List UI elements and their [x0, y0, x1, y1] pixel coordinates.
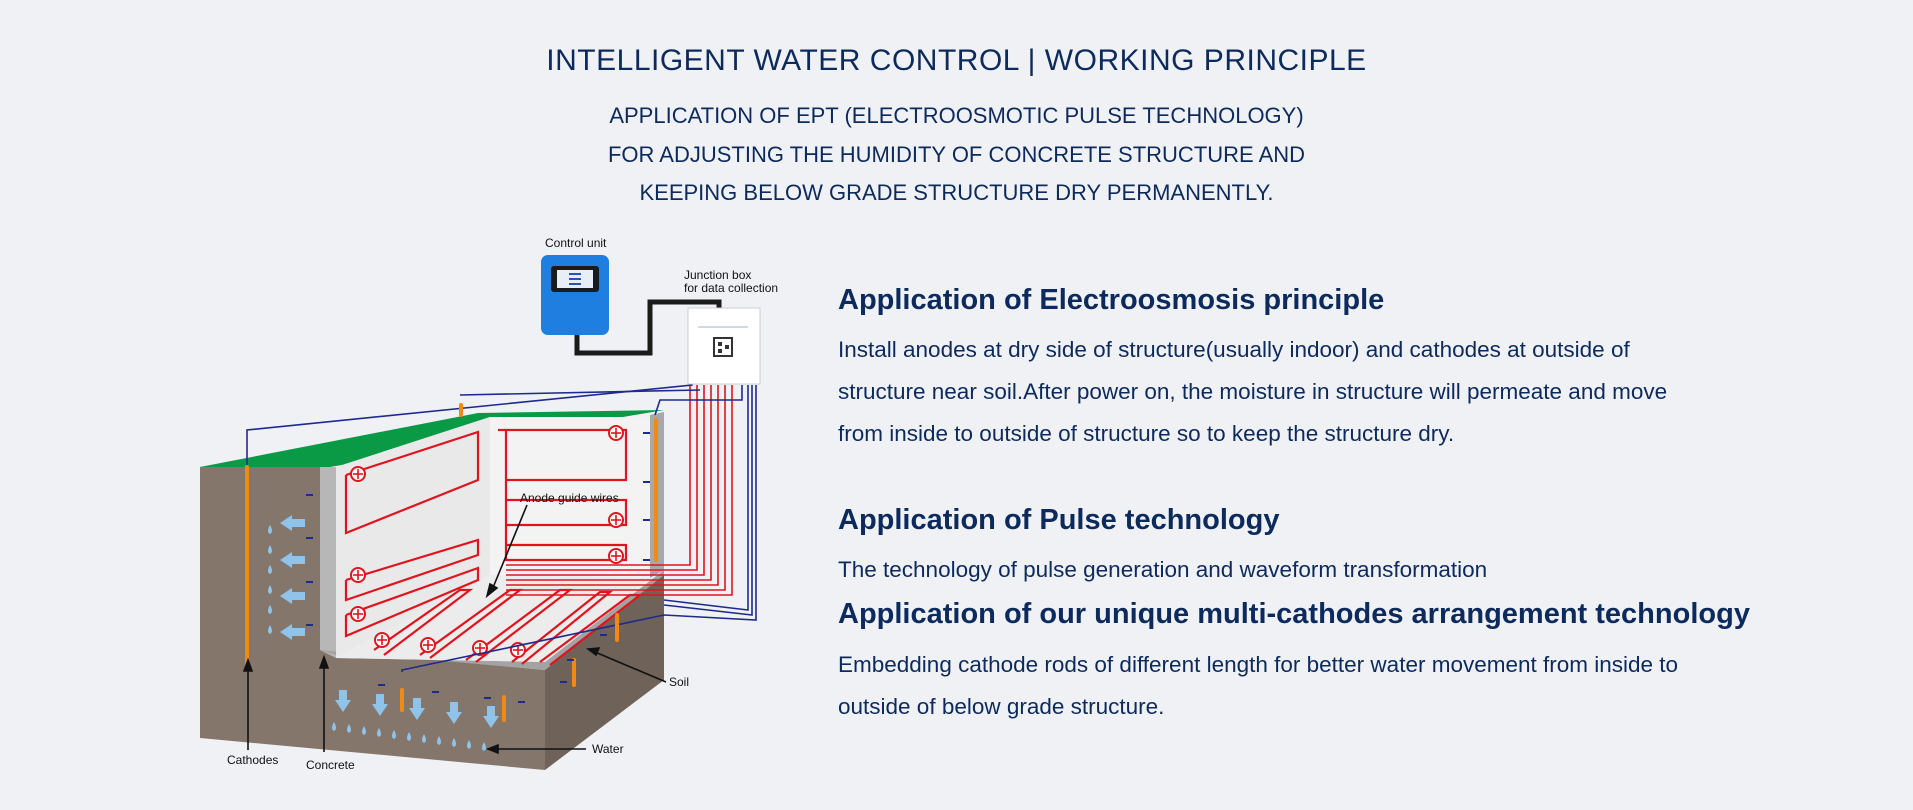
label-soil: Soil [669, 675, 690, 689]
label-anode-guide-wires: Anode guide wires [520, 491, 619, 505]
label-control-unit: Control unit [545, 236, 607, 250]
page-title: INTELLIGENT WATER CONTROL | WORKING PRINCIPLE [546, 44, 1367, 77]
subtitle-line-1: APPLICATION OF EPT (ELECTROOSMOTIC PULSE TECHNOLOGY) [609, 103, 1304, 128]
label-cathodes: Cathodes [227, 753, 279, 767]
control-unit-device [541, 255, 609, 335]
label-concrete: Concrete [306, 758, 355, 772]
ept-diagram [180, 225, 800, 785]
section-heading-electroosmosis: Application of Electroosmosis principle [838, 284, 1385, 316]
section-body-electroosmosis: Install anodes at dry side of structure(usually indoor) and cathodes at outside of structure near soil.After power on, the moisture in structure will permeate and move from inside to outside of structure so to keep the structure dry. [838, 337, 1668, 446]
section-body-multi-cathodes: Embedding cathode rods of different length for better water movement from inside to outside of below grade structure. [838, 652, 1679, 719]
section-heading-pulse: Application of Pulse technology [838, 504, 1280, 536]
subtitle-line-3: KEEPING BELOW GRADE STRUCTURE DRY PERMANENTLY. [639, 180, 1274, 205]
subtitle-line-2: FOR ADJUSTING THE HUMIDITY OF CONCRETE STRUCTURE AND [607, 142, 1306, 167]
section-heading-multi-cathodes: Application of our unique multi-cathodes arrangement technology [838, 598, 1750, 630]
junction-box-device [688, 308, 760, 384]
section-body-pulse: The technology of pulse generation and waveform transformation [838, 557, 1488, 582]
label-junction-box-line2: for data collection [684, 281, 779, 295]
concrete-left-wall [320, 467, 336, 658]
label-water: Water [592, 742, 624, 756]
label-junction-box-line1: Junction box [684, 268, 752, 282]
